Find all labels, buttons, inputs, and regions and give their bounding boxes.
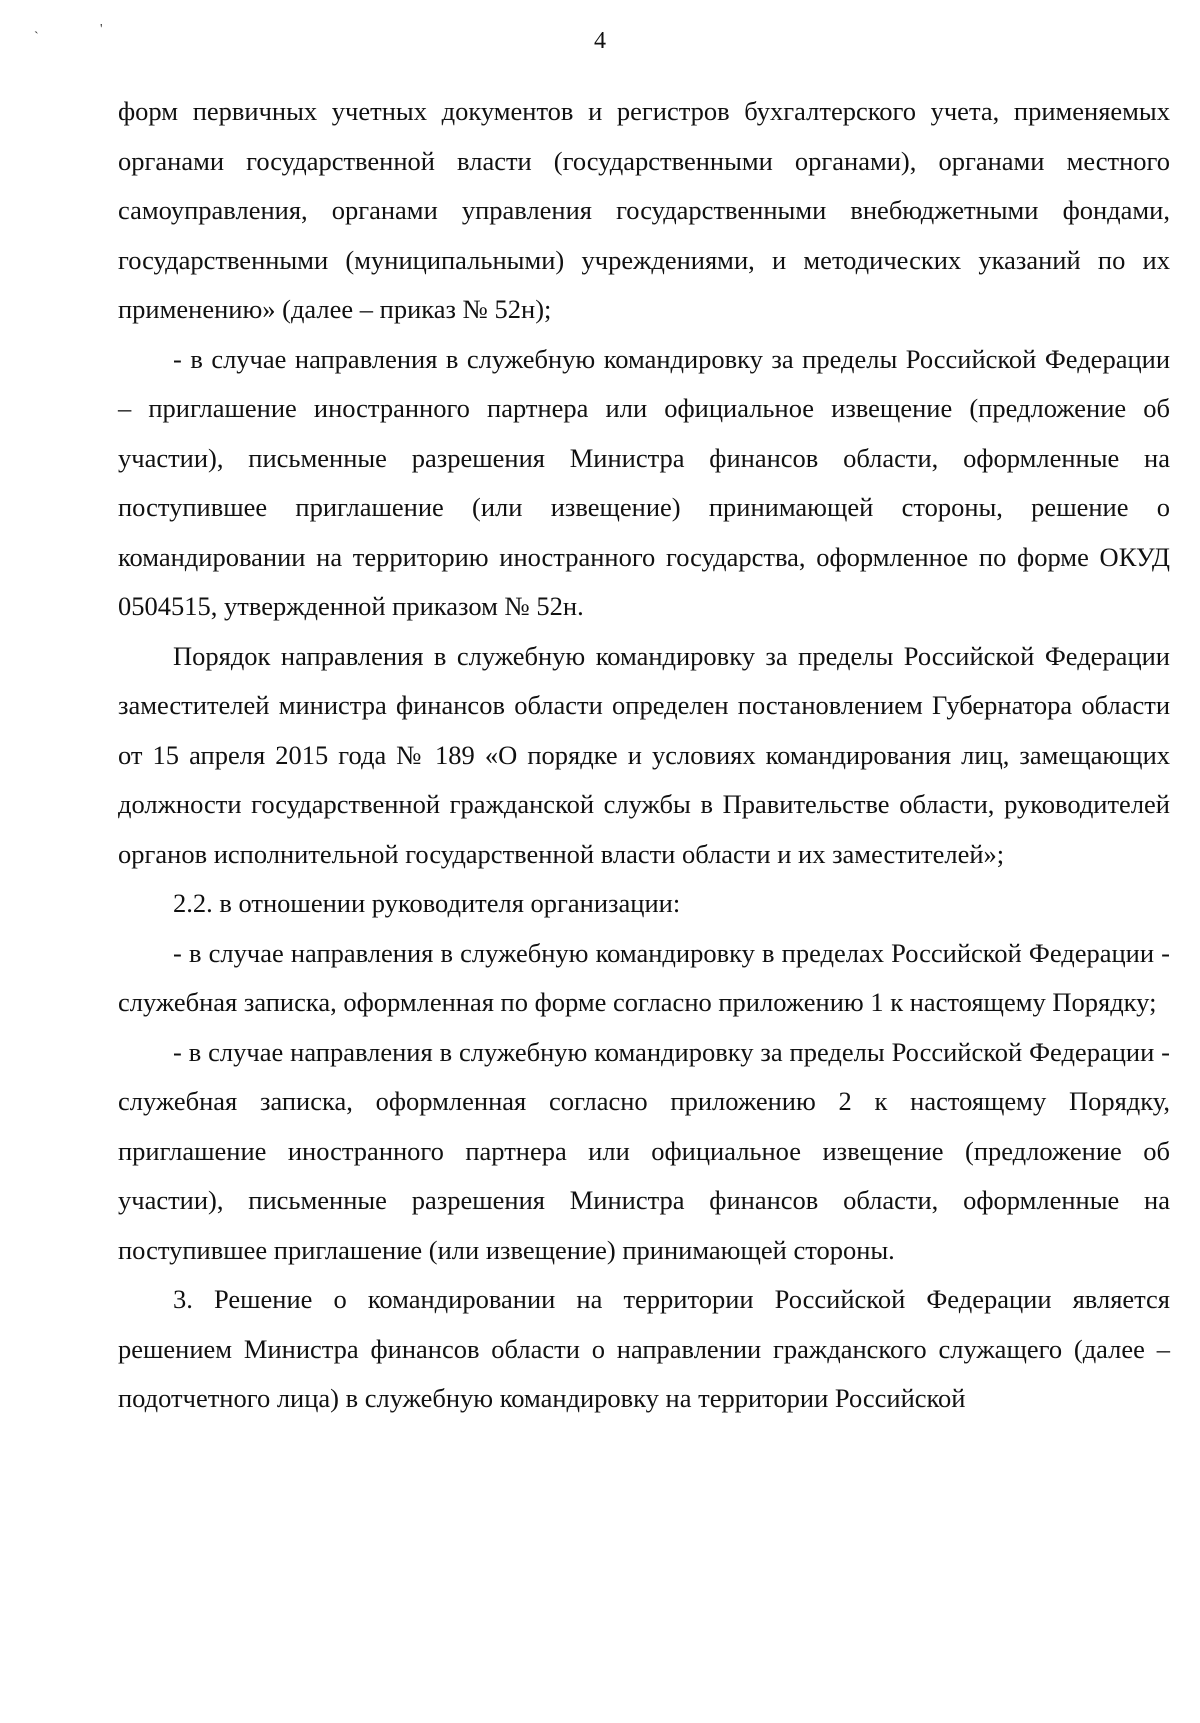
paragraph-domestic-trip-head: - в случае направления в служебную командировку в пределах Российской Федерации - служебная записка, оформленная по форме согласно приложению 1 к настоящему Порядку;	[118, 937, 1170, 1017]
paragraph-foreign-trip-documents: - в случае направления в служебную командировку за пределы Российской Федерации – приглашение иностранного партнера или официальное извещение (предложение об участии), письменные разрешения Министра финансов области, оформленные на поступившее приглашение (или извещение) принимающей стороны, решение о командировании на территорию иностранного государства, оформленное по форме ОКУД 0504515, утвержденной приказом № 52н.	[118, 343, 1170, 621]
paragraph-continuation: форм первичных учетных документов и регистров бухгалтерского учета, применяемых органами государственной власти (государственными органами), органами местного самоуправления, органами управления государственными внебюджетными фондами, государственными (муниципальными) учреждениями, и методических указаний по их применению» (далее – приказ № 52н);	[118, 96, 1170, 324]
paragraph-deputy-minister-procedure: Порядок направления в служебную командировку за пределы Российской Федерации заместителей министра финансов области определен постановлением Губернатора области от 15 апреля 2015 года № 189 «О порядке и условиях командирования лиц, замещающих должности государственной гражданской службы в Правительстве области, руководителей органов исполнительной государственной власти области и их заместителей»;	[118, 640, 1170, 869]
paragraph-foreign-trip-head: - в случае направления в служебную командировку за пределы Российской Федерации - служебная записка, оформленная согласно приложению 2 к настоящему Порядку, приглашение иностранного партнера или официальное извещение (предложение об участии), письменные разрешения Министра финансов области, оформленные на поступившее приглашение (или извещение) принимающей стороны.	[118, 1036, 1170, 1265]
scan-artifact-mark: `	[34, 30, 39, 45]
scan-artifact-mark: '	[100, 22, 103, 37]
paragraph-section-3: 3. Решение о командировании на территории Российской Федерации является решением Министра финансов области о направлении гражданского служащего (далее – подотчетного лица) в служебную командировку на территории Российской	[118, 1284, 1170, 1413]
document-body	[118, 87, 1170, 1424]
paragraph-section-2-2: 2.2. в отношении руководителя организации:	[173, 888, 681, 918]
page-number: 4	[594, 28, 606, 54]
